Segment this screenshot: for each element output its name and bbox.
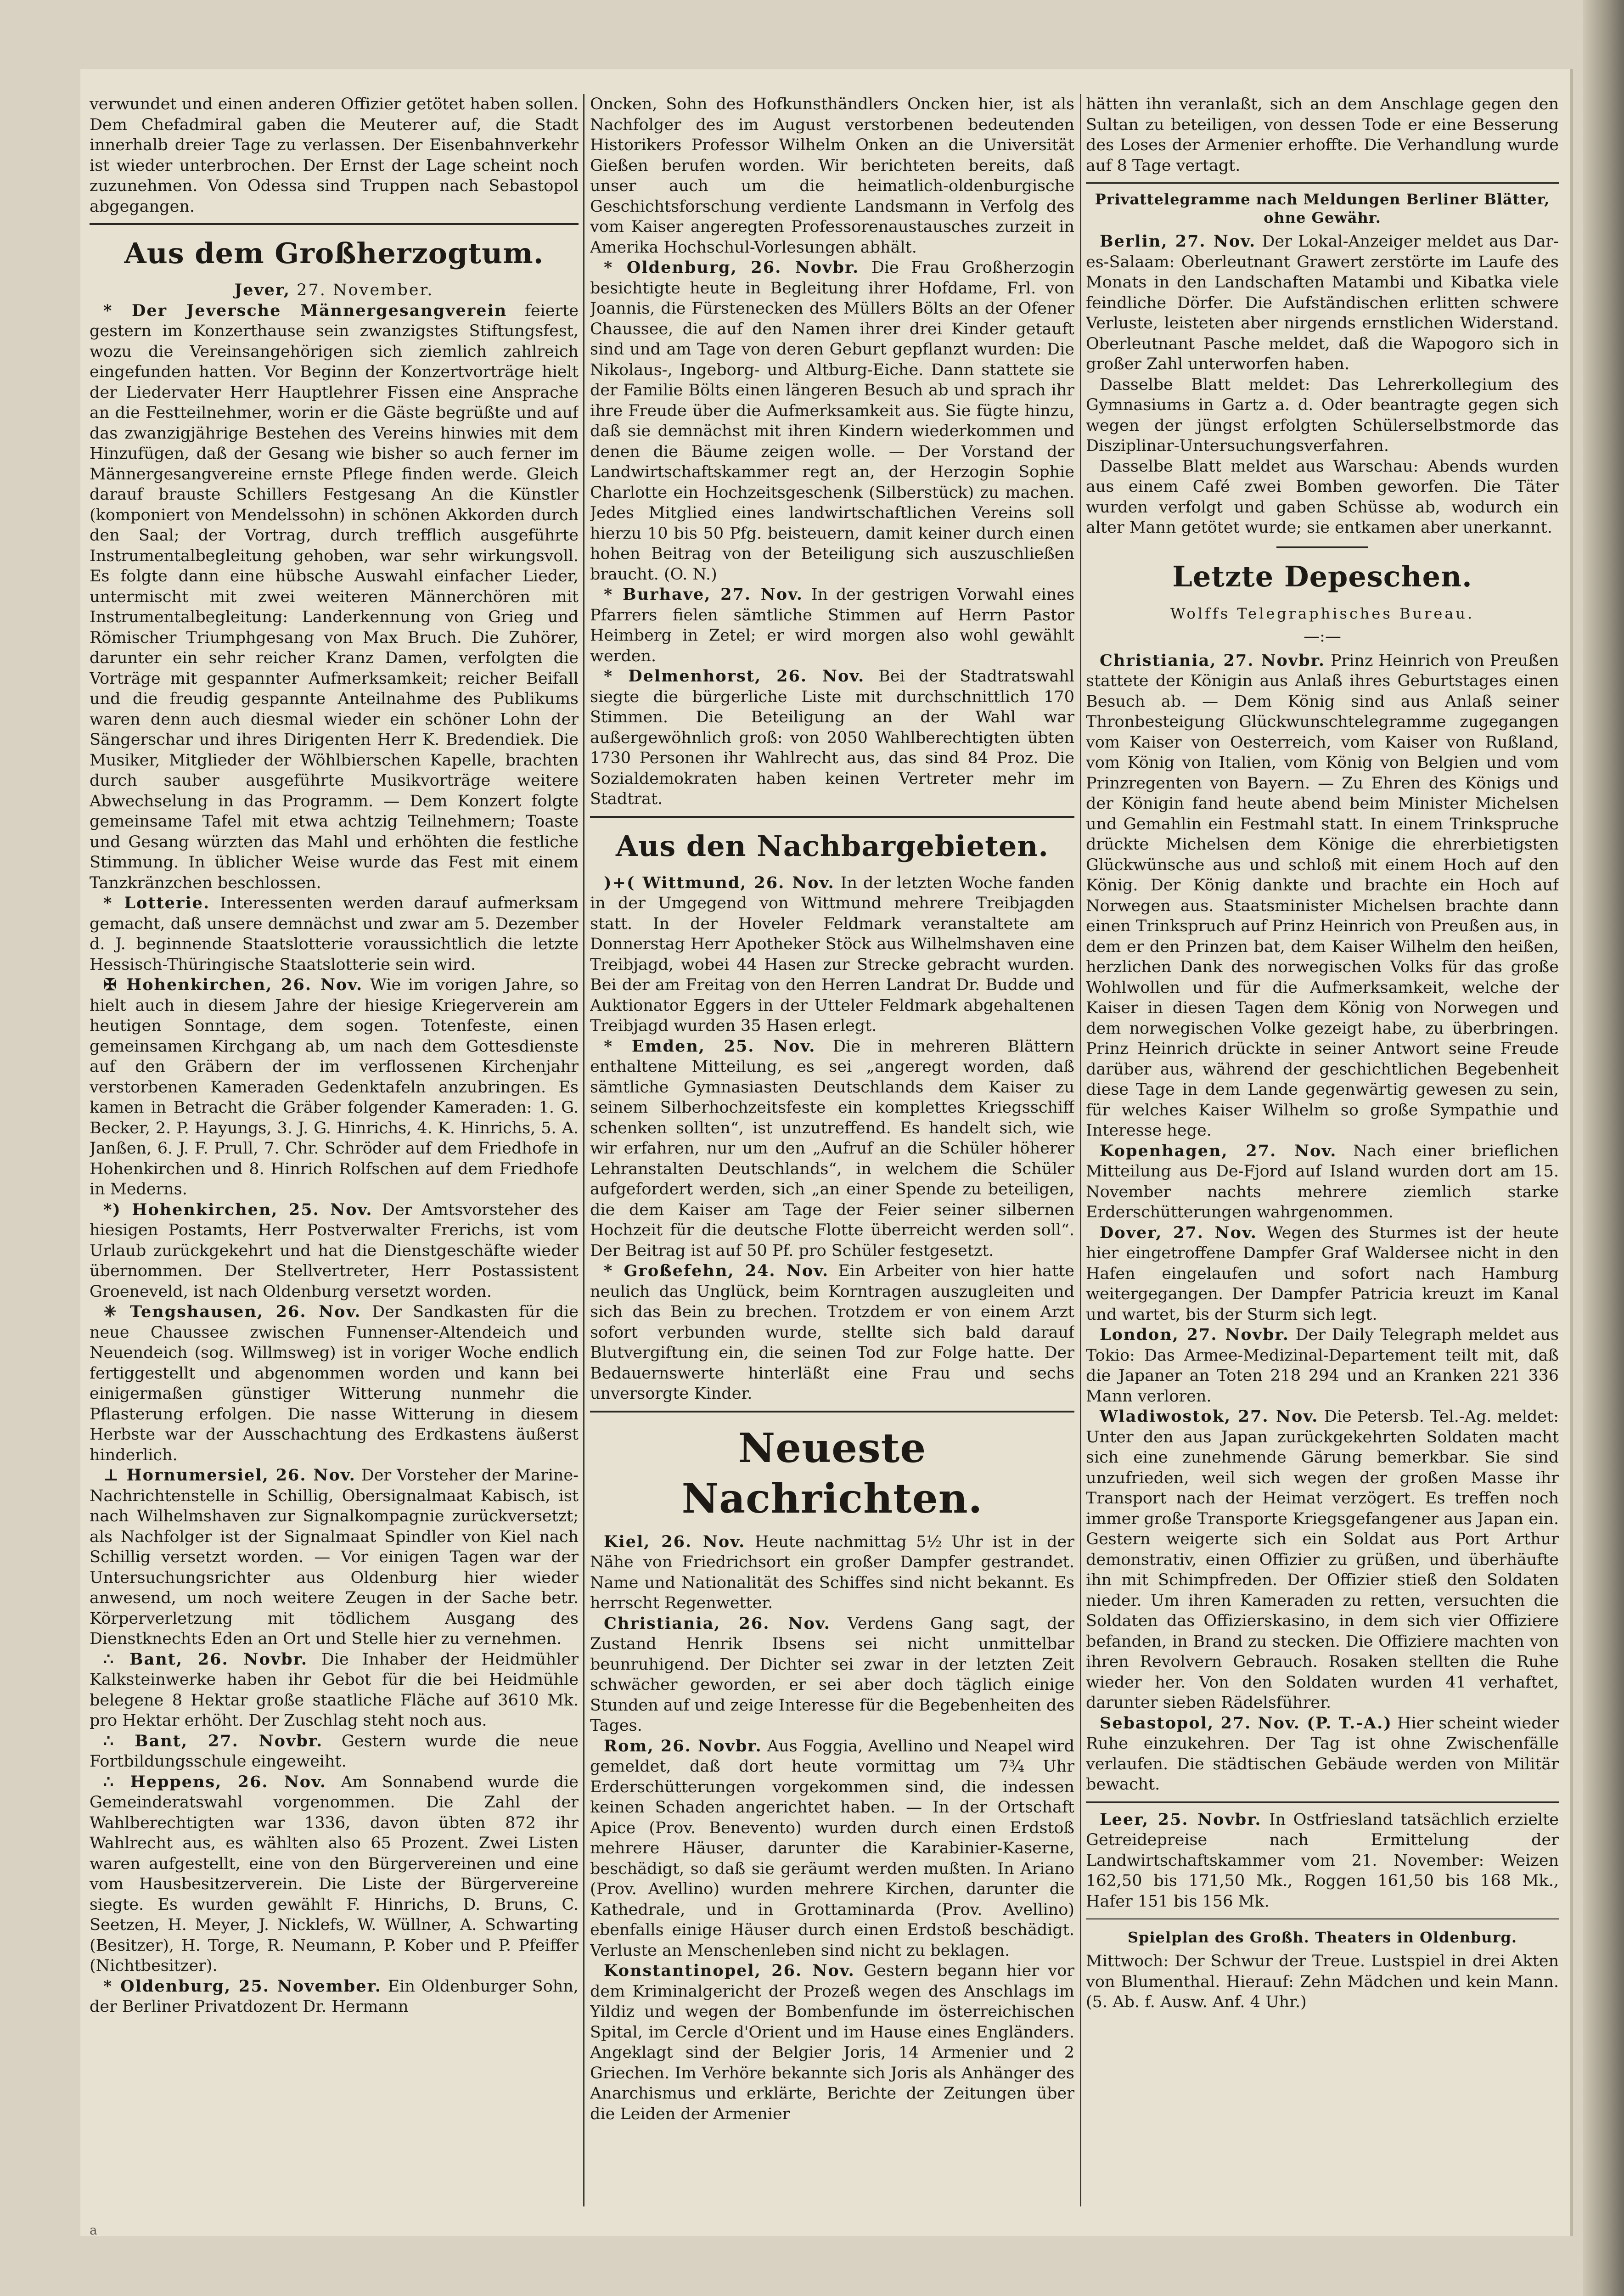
page-signature: a — [90, 2223, 97, 2238]
divider — [1086, 1801, 1559, 1803]
news-item: Wladiwostok, 27. Nov. Die Petersb. Tel.-Ag. meldet: Unter den aus Japan zurückgekehrten Soldaten macht sich eine zunehmende Gärung bemerkbar. Sie sind unzufrieden, weil sich wegen der großen Masse ihr Transport nach der Heimat verzögert. Es treffen noch immer große Transporte Kriegsgefangener aus Japan ein. Gestern weigerte sich ein Soldat aus Port Arthur demonstrativ, einen Offizier zu grüßen, und überhäufte ihn mit Schimpfreden. Der Offizier stieß den Soldaten nieder. Um ihren Kameraden zu retten, versuchten die Soldaten das Offizierskasino, in dem sich vier Offiziere befanden, in Brand zu stecken. Die Offiziere machten von ihren Revolvern Gebrauch. Rosaken stellten die Ruhe wieder her. Von den Soldaten wurden 41 verhaftet, darunter sieben Rädelsführer. — [1086, 1407, 1559, 1712]
section-title-large: Neueste Nachrichten. — [681, 1424, 983, 1522]
news-item: Sebastopol, 27. Nov. (P. T.-A.) Hier scheint wieder Ruhe einzukehren. Der Tag ist ohne Zwischenfälle verlaufen. Die städtischen Gebäude werden von Militär bewacht. — [1086, 1713, 1559, 1794]
news-item: * Lotterie. Interessenten werden darauf aufmerksam gemacht, daß unsere demnächst und zwar am 5. Dezember d. J. beginnende Staatslotterie voraussichtlich die letzte Hessisch-Thüringische Staatslotterie sein wird. — [90, 894, 579, 974]
section-title: Aus den Nachbargebieten. — [616, 829, 1049, 863]
news-item: ✳ Tengshausen, 26. Nov. Der Sandkasten für die neue Chaussee zwischen Funnenser-Altendeich und Neuendeich (sog. Willmsweg) ist in voriger Woche endlich fertiggestellt und abgenommen worden und kann bei einigermaßen günstiger Witterung nunmehr die Pflasterung erfolgen. Die nasse Witterung in diesem Herbste war der Ausschachtung des Erdkastens äußerst hinderlich. — [90, 1302, 579, 1464]
news-item: Dover, 27. Nov. Wegen des Sturmes ist der heute hier eingetroffene Dampfer Graf Waldersee nicht in den Hafen eingelaufen und sofort nach Hamburg weitergegangen. Der Dampfer Patricia kreuzt im Kanal und wartet, bis der Sturm sich legt. — [1086, 1223, 1559, 1324]
news-item: Berlin, 27. Nov. Der Lokal-Anzeiger meldet aus Dar-es-Salaam: Oberleutnant Grawert zerstörte im Laufe des Monats in den Landschaften Matambi und Kibatka viele feindliche Dörfer. Die Aufständischen erlitten schwere Verluste, leisteten aber nirgends ernstlichen Widerstand. Oberleutnant Pasche meldet, daß die Wapogoro sich in großer Zahl unterworfen haben. — [1086, 232, 1559, 373]
article-continuation: verwundet und einen anderen Offizier getötet haben sollen. Dem Chefadmiral gaben die Meuterer auf, die Stadt innerhalb dreier Tage zu verlassen. Der Eisenbahnverkehr ist wieder unterbrochen. Der Ernst der Lage scheint noch zuzunehmen. Von Odessa sind Truppen nach Sebastopol abgegangen. — [90, 95, 579, 216]
divider — [1276, 546, 1368, 548]
news-item: Leer, 25. Novbr. In Ostfriesland tatsächlich erzielte Getreidepreise nach Ermittelung der Landwirtschaftskammer vom 21. November: Weizen 162,50 bis 171,50 Mk., Roggen 161,50 bis 168 Mk., Hafer 151 bis 156 Mk. — [1086, 1810, 1559, 1911]
column-2 — [590, 94, 1074, 2206]
news-item: *) Hohenkirchen, 25. Nov. Der Amtsvorsteher des hiesigen Postamts, Herr Postverwalter Frerichs, ist vom Urlaub zurückgekehrt und hat die Dienstgeschäfte wieder übernommen. Der Stellvertreter, Herr Postassistent Groeneveld, ist nach Oldenburg versetzt worden. — [90, 1200, 579, 1301]
news-item: ∴ Bant, 26. Novbr. Die Inhaber der Heidmühler Kalksteinwerke haben ihr Gebot für die bei Heidmühle belegene 8 Hektar große staatliche Fläche auf 3610 Mk. pro Hektar erhöht. Der Zuschlag steht noch aus. — [90, 1649, 579, 1730]
news-item: Rom, 26. Novbr. Aus Foggia, Avellino und Neapel wird gemeldet, daß dort heute vormittag um 7¾ Uhr Erderschütterungen vorgekommen sind, die indessen keinen Schaden angerichtet haben. — In der Ortschaft Apice (Prov. Benevento) wurden durch einen Erdstoß mehrere Häuser, darunter die Karabinier-Kaserne, beschädigt, so daß sie geräumt werden mußten. In Ariano (Prov. Avellino) wurden mehrere Kirchen, darunter die Kathedrale, und in Grottaminarda (Prov. Avellino) ebenfalls einige Häuser durch einen Erdstoß beschädigt. Verluste an Menschenleben sind nicht zu beklagen. — [590, 1736, 1074, 1960]
news-item: * Burhave, 27. Nov. In der gestrigen Vorwahl eines Pfarrers fielen sämtliche Stimmen auf Herrn Pastor Heimberg in Zetel; er wird morgen also wohl gewählt werden. — [590, 585, 1074, 665]
news-item: * Emden, 25. Nov. Die in mehreren Blättern enthaltene Mitteilung, es sei „angeregt worden, daß sämtliche Gymnasiasten Deutschlands dem Kaiser zu seinem Silberhochzeitsfeste ein komplettes Kriegsschiff schenken sollten“, ist unzutreffend. Es handelt sich, wie wir erfahren, nur um den „Aufruf an die Schüler höherer Lehranstalten Deutschlands“, in welchem die Schüler aufgefordert werden, sich „an einer Spende zu beteiligen, die dem Kaiser am Tage der Feier seiner silbernen Hochzeit für die deutsche Flotte überreicht werden soll“. Der Beitrag ist auf 50 Pf. pro Schüler festgesetzt. — [590, 1036, 1074, 1260]
column-1 — [90, 94, 579, 2206]
news-item: London, 27. Novbr. Der Daily Telegraph meldet aus Tokio: Das Armee-Medizinal-Departement teilt mit, daß die Japaner an Toten 218 294 und an Kranken 221 336 Mann verloren. — [1086, 1325, 1559, 1406]
dateline: Jever, 27. November. — [234, 281, 434, 299]
divider — [1086, 1918, 1559, 1922]
section-title: Aus dem Großherzogtum. — [124, 236, 544, 270]
news-item: Dasselbe Blatt meldet aus Warschau: Abends wurden aus einem Café zwei Bomben geworfen. Die Täter wurden verfolgt und gaben Schüsse ab, wodurch ein alter Mann getötet wurde; sie entkamen aber unerkannt. — [1086, 457, 1559, 537]
divider — [90, 223, 579, 225]
news-item: * Großefehn, 24. Nov. Ein Arbeiter von hier hatte neulich das Unglück, beim Korntragen auszugleiten und sich das Bein zu brechen. Trotzdem er von einem Arzt sofort verbunden wurde, stellte sich bald darauf Blutvergiftung ein, die seinen Tod zur Folge hatte. Der Bedauernswerte hinterläßt eine Frau und sechs unversorgte Kinder. — [590, 1261, 1074, 1403]
divider — [590, 1411, 1074, 1412]
ornament: —:— — [1304, 627, 1341, 646]
newspaper-page — [80, 69, 1570, 2236]
news-item: * Der Jeversche Männergesangverein feierte gestern im Konzerthause sein zwanzigstes Stiftungsfest, wozu die Vereinsangehörigen sich ziemlich zahlreich eingefunden hatten. Vor Beginn der Konzertvorträge hielt der Liedervater Herr Hauptlehrer Fissen eine Ansprache an die Festteilnehmer, worin er die Gäste begrüßte und auf das zwanzigjährige Bestehen des Vereins hinwies mit dem Hinzufügen, daß der Gesang wie bisher so auch ferner im Männergesangvereine ernste Pflege finden werde. Gleich darauf brauste Schillers Festgesang An die Künstler (komponiert von Mendelssohn) in schönen Akkorden durch den Saal; der Vortrag, durch trefflich ausgeführte Instrumentalbegleitung gehoben, war sehr wirkungsvoll. Es folgte dann eine hübsche Auswahl einfacher Lieder, untermischt mit zwei weiteren Männerchören mit Instrumentalbegleitung: Landerkennung von Grieg und Römischer Triumphgesang von Max Bruch. Die Zuhörer, darunter ein sehr reicher Kranz Damen, verfolgten die Vorträge mit gespannter Aufmerksamkeit; reicher Beifall und die freudig gespannte Anteilnahme des Publikums waren denn auch diesmal wieder ein schöner Lohn der Sängerschar und ihres Dirigenten Herr K. Bredendiek. Die Musiker, Mitglieder der Wöhlbierschen Kapelle, brachten durch sauber ausgeführte Musikvorträge weitere Abwechselung in das Programm. — Dem Konzert folgte gemeinsame Tafel mit etwa achtzig Teilnehmern; Toaste und Gesang würzten das Mahl und erhöhten die festliche Stimmung. In üblicher Weise wurde das Fest mit einem Tanzkränzchen beschlossen. — [90, 301, 579, 892]
news-item: Christiania, 27. Novbr. Prinz Heinrich von Preußen stattete der Königin aus Anlaß ihres Geburtstages einen Besuch ab. — Dem König sind aus Anlaß seiner Thronbesteigung Glückwunschtelegramme zugegangen vom Kaiser von Oesterreich, vom Kaiser von Rußland, vom König von Italien, vom König von Belgien und vom Prinzregenten von Bayern. — Zu Ehren des Königs und der Königin fand heute abend beim Minister Michelsen und Gemahlin ein Festmahl statt. In einem Trinkspruche drückte Michelsen dem Könige die ehrerbietigsten Glückwünsche aus und schloß mit einem Hoch auf den König. Der König dankte und brachte ein Hoch auf Norwegen aus. Staatsminister Michelsen brachte dann einen Trinkspruch auf Prinz Heinrich von Preußen aus, in dem er den Prinzen bat, dem Kaiser Wilhelm den heißen, herzlichen Dank des norwegischen Volks für das große Wohlwollen und für die Aufmerksamkeit, welche der Kaiser in diesen Tagen dem König von Norwegen und dem norwegischen Volke gezeigt habe, zu überbringen. Prinz Heinrich drückte in seiner Antwort seine Freude darüber aus, während der geschichtlichen Begebenheit diese Tage in dem Lande gegenwärtig gewesen zu sein, für welches Kaiser Wilhelm so große Sympathie und Interesse hege. — [1086, 651, 1559, 1140]
news-item: )+( Wittmund, 26. Nov. In der letzten Woche fanden in der Umgegend von Wittmund mehrere Treibjagden statt. In der Hoveler Feldmark veranstaltete am Donnerstag Herr Apotheker Stöck aus Wilhelmshaven eine Treibjagd, wobei 44 Hasen zur Strecke gebracht wurden. Bei der am Freitag von den Herren Landrat Dr. Budde und Auktionator Eggers in der Utteler Feldmark abgehaltenen Treibjagd wurden 35 Hasen erlegt. — [590, 873, 1074, 1035]
divider — [590, 816, 1074, 818]
news-item: Dasselbe Blatt meldet: Das Lehrerkollegium des Gymnasiums in Gartz a. d. Oder beantragte gegen sich wegen der jüngst erfolgten Schülerselbstmorde das Disziplinar-Untersuchungsverfahren. — [1086, 375, 1559, 455]
section-title: Letzte Depeschen. — [1172, 559, 1472, 593]
subsection-heading: Privattelegramme nach Meldungen Berliner Blätter, ohne Gewähr. — [1095, 191, 1550, 226]
article-continuation: Oncken, Sohn des Hofkunsthändlers Oncken hier, ist als Nachfolger des im August verstorbenen bedeutenden Historikers Professor Wilhelm Onken an die Universität Gießen berufen worden. Wir berichteten bereits, daß unser auch um die heimatlich-oldenburgische Geschichtsforschung verdiente Landsmann in Verfolg des vom Kaiser angeregten Professorenaustausches zurzeit in Amerika Hochschul-Vorlesungen abhält. — [590, 95, 1074, 257]
news-item: ⊥ Hornumersiel, 26. Nov. Der Vorsteher der Marine-Nachrichtenstelle in Schillig, Obersignalmaat Kabisch, ist nach Wilhelmshaven zur Signalkompagnie zurückversetzt; als Nachfolger ist der Signalmaat Spindler von Kiel nach Schillig versetzt worden. — Vor einigen Tagen war der Untersuchungsrichter aus Oldenburg hier wieder anwesend, um noch weitere Zeugen in der Sache betr. Körperverletzung mit tödlichem Ausgang des Dienstknechts Eden an Ort und Stelle hier zu vernehmen. — [90, 1466, 579, 1648]
news-item: * Delmenhorst, 26. Nov. Bei der Stadtratswahl siegte die bürgerliche Liste mit durchschnittlich 170 Stimmen. Die Beteiligung an der Wahl war außergewöhnlich groß: von 2050 Wahlberechtigten übten 1730 Personen ihr Wahlrecht aus, das sind 84 Proz. Die Sozialdemokraten haben keinen Vertreter mehr im Stadtrat. — [590, 667, 1074, 808]
news-item: Kopenhagen, 27. Nov. Nach einer brieflichen Mitteilung aus De-Fjord auf Island wurden dort am 15. November nachts mehrere ziemlich starke Erderschütterungen wahrgenommen. — [1086, 1141, 1559, 1221]
news-item: * Oldenburg, 26. Novbr. Die Frau Großherzogin besichtigte heute in Begleitung ihrer Hofdame, Frl. von Joannis, die Fürstenecken des Müllers Bölts an der Ofener Chaussee, die auf den Namen ihrer drei Kinder getauft sind und am Tage von deren Geburt gepflanzt wurden: Die Nikolaus-, Ingeborg- und Altburg-Eiche. Dann stattete sie der Familie Bölts einen längeren Besuch ab und sprach ihr ihre Freude über die Aufmerksamkeit aus. Sie fügte hinzu, daß sie demnächst mit ihren Kindern wiederkommen und denen die Bäume zeigen wolle. — Der Vorstand der Landwirtschaftskammer regt an, der Herzogin Sophie Charlotte ein Hochzeitsgeschenk (Silberstück) zu machen. Jedes Mitglied eines landwirtschaftlichen Vereins soll hierzu 10 bis 50 Pfg. beisteuern, damit keiner durch einen hohen Beitrag von der Beteiligung sich auszuschließen braucht. (O. N.) — [590, 258, 1074, 584]
divider — [1086, 182, 1559, 184]
column-rule — [1080, 94, 1081, 2206]
book-binding-edge — [1583, 0, 1624, 2296]
column-rule — [583, 94, 584, 2206]
news-item: Kiel, 26. Nov. Heute nachmittag 5½ Uhr ist in der Nähe von Friedrichsort ein großer Dampfer gestrandet. Name und Nationalität des Schiffes sind nicht bekannt. Es herrscht Regenwetter. — [590, 1532, 1074, 1612]
news-item: ✠ Hohenkirchen, 26. Nov. Wie im vorigen Jahre, so hielt auch in diesem Jahre der hiesige Kriegerverein am heutigen Sonntage, dem sogen. Totenfeste, einen gemeinsamen Kirchgang ab, um nach dem Gottesdienste auf den Gräbern der im verflossenen Kirchenjahr verstorbenen Kameraden Gedenktafeln anzubringen. Es kamen in Betracht die Gräber folgender Kameraden: 1. G. Becker, 2. P. Hayungs, 3. J. G. Hinrichs, 4. K. Hinrichs, 5. A. Janßen, 6. J. F. Prull, 7. Chr. Schröder auf dem Friedhofe in Hohenkirchen und 8. Hinrich Rolfschen auf dem Friedhofe in Mederns. — [90, 975, 579, 1199]
theatre-heading: Spielplan des Großh. Theaters in Oldenburg. — [1127, 1929, 1517, 1946]
theatre-program: Mittwoch: Der Schwur der Treue. Lustspiel in drei Akten von Blumenthal. Hierauf: Zehn Mädchen und kein Mann. (5. Ab. f. Ausw. Anf. 4 Uhr.) — [1086, 1952, 1559, 2011]
news-item: Christiania, 26. Nov. Verdens Gang sagt, der Zustand Henrik Ibsens sei nicht unmittelbar beunruhigend. Der Dichter sei zwar in der letzten Zeit schwächer geworden, er sei aber doch täglich einige Stunden auf und zeige Interesse für die Begebenheiten des Tages. — [590, 1614, 1074, 1735]
article-continuation: hätten ihn veranlaßt, sich an dem Anschlage gegen den Sultan zu beteiligen, von dessen Tode er eine Besserung des Loses der Armenier erhoffte. Die Verhandlung wurde auf 8 Tage vertagt. — [1086, 95, 1559, 175]
column-3 — [1086, 94, 1559, 2206]
agency-subtitle: Wolffs Telegraphisches Bureau. — [1170, 604, 1475, 622]
news-item: * Oldenburg, 25. November. Ein Oldenburger Sohn, der Berliner Privatdozent Dr. Hermann — [90, 1976, 579, 2016]
news-item: ∴ Bant, 27. Novbr. Gestern wurde die neue Fortbildungsschule eingeweiht. — [90, 1731, 579, 1771]
news-item: Konstantinopel, 26. Nov. Gestern begann hier vor dem Kriminalgericht der Prozeß wegen des Anschlags im Yildiz und wegen der Bombenfunde im österreichischen Spital, im Cercle d'Orient und im Hause eines Engländers. Angeklagt sind der Belgier Joris, 14 Armenier und 2 Griechen. Im Verhöre bekannte sich Joris als Anhänger des Anarchismus und erklärte, Berichte der Zeitungen über die Leiden der Armenier — [590, 1961, 1074, 2123]
news-item: ∴ Heppens, 26. Nov. Am Sonnabend wurde die Gemeinderatswahl vorgenommen. Die Zahl der Wahlberechtigten war 1336, davon übten 872 ihr Wahlrecht aus, es wählten also 65 Prozent. Zwei Listen waren aufgestellt, eine von den Bürgervereinen und eine vom Hausbesitzerverein. Die Liste der Bürgervereine siegte. Es wurden gewählt F. Hinrichs, D. Bruns, C. Seetzen, H. Meyer, J. Nicklefs, W. Wüllner, A. Schwarting (Besitzer), H. Torge, R. Neumann, P. Kober und P. Pfeiffer (Nichtbesitzer). — [90, 1772, 579, 1975]
